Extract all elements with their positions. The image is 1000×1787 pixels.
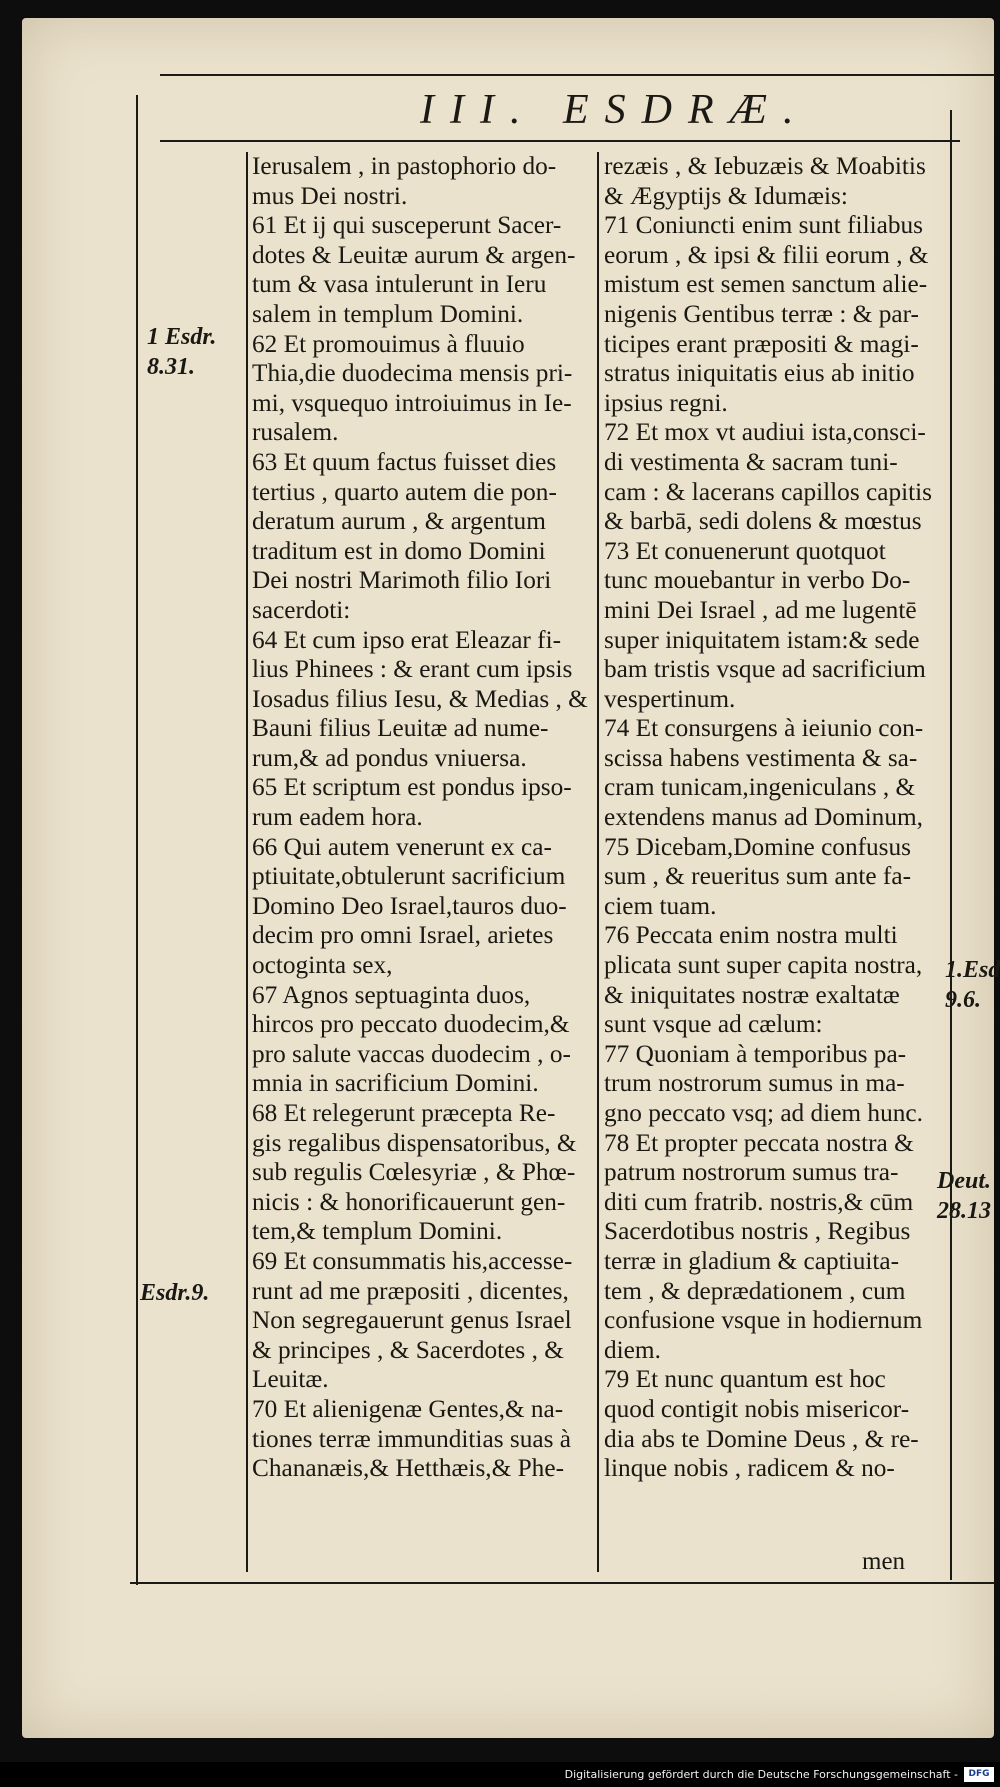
text-line: super iniquitatem istam:& sede [604,625,920,654]
text-line: mnia in sacrificium Domini. [252,1069,539,1098]
text-line: mistum est semen sanctum alie- [604,270,928,299]
text-line: tertius , quarto autem die pon- [252,477,557,506]
left-margin-rule [136,95,138,1585]
text-line: & principes , & Sacerdotes , & [252,1335,564,1364]
text-line: tiones terræ immunditias suas à [252,1424,571,1453]
text-line: deratum aurum , & argentum [252,507,546,536]
text-line: linque nobis , radicem & no- [604,1454,895,1483]
text-line: vespertinum. [604,684,736,713]
text-line: 61 Et ij qui susceperunt Sacer- [252,211,562,240]
text-line: 72 Et mox vt audiui ista,consci- [604,418,926,447]
text-line: patrum nostrorum sumus tra- [604,1158,899,1187]
text-line: tunc mouebantur in verbo Do- [604,566,911,595]
text-line: Chananæis,& Hetthæis,& Phe- [252,1454,564,1483]
text-line: lius Phinees : & erant cum ipsis [252,655,573,684]
right-margin-rule [950,110,952,1580]
text-line: rezæis , & Iebuzæis & Moabitis [604,152,926,180]
text-line: decim pro omni Israel, arietes [252,921,554,950]
text-line: confusione vsque in hodiernum [604,1306,923,1335]
running-head-rule-top [160,74,995,76]
text-line: 63 Et quum factus fuisset dies [252,447,557,476]
text-line: runt ad me præpositi , dicentes, [252,1276,569,1305]
text-line: cram tunicam,ingeniculans , & [604,773,916,802]
text-line: Thia,die duodecima mensis pri- [252,359,573,388]
text-line: ticipes erant præpositi & magi- [604,329,919,358]
text-line: tem , & deprædationem , cum [604,1276,906,1305]
text-line: Leuitæ. [252,1365,329,1394]
text-line: di vestimenta & sacram tuni- [604,447,898,476]
text-line: & Ægyptijs & Idumæis: [604,181,848,210]
text-line: 66 Qui autem venerunt ex ca- [252,832,552,861]
text-line: terræ in gladium & captiuita- [604,1246,900,1275]
margin-note-line: Deut. [937,1168,991,1194]
text-line: 79 Et nunc quantum est hoc [604,1365,886,1394]
text-line: ciem tuam. [604,891,717,920]
text-line: eorum , & ipsi & filii eorum , & [604,240,929,269]
text-line: ptiuitate,obtulerunt sacrificium [252,862,566,891]
text-line: trum nostrorum sumus in ma- [604,1069,905,1098]
margin-note-line: Esdr.9. [140,1280,210,1306]
text-line: 74 Et consurgens à ieiunio con- [604,714,924,743]
text-line: 71 Coniuncti enim sunt filiabus [604,211,924,240]
footer-rule [130,1582,995,1584]
text-line: 68 Et relegerunt præcepta Re- [252,1099,556,1127]
text-line: bam tristis vsque ad sacrificium [604,655,926,684]
catchword: men [862,1548,906,1575]
text-line: dotes & Leuitæ aurum & argen- [252,240,576,269]
text-line: 64 Et cum ipso erat Eleazar fi- [252,625,562,654]
text-line: ipsius regni. [604,388,728,417]
margin-note-line: 1.Esd [945,957,1000,983]
text-line: 69 Et consummatis his,accesse- [252,1246,573,1275]
text-line: 70 Et alienigenæ Gentes,& na- [252,1394,564,1423]
text-line: sunt vsque ad cælum: [604,1010,823,1039]
text-line: tem,& templum Domini. [252,1217,503,1246]
text-line: sub regulis Cœlesyriæ , & Phœ- [252,1158,576,1187]
dfg-logo: DFG [964,1767,994,1782]
text-line: & iniquitates nostræ exaltatæ [604,980,900,1009]
text-line: rum,& ad pondus vniuersa. [252,743,527,772]
text-line: 67 Agnos septuaginta duos, [252,980,531,1009]
margin-note-line: 9.6. [945,987,981,1013]
text-line: 73 Et conuenerunt quotquot [604,536,886,565]
margin-note-left-2 [140,1278,209,1308]
text-line: traditum est in domo Domini [252,536,546,565]
text-line: Dei nostri Marimoth filio Iori [252,566,552,595]
text-line: mus Dei nostri. [252,181,408,210]
margin-note-line: 28.13 [937,1198,991,1224]
text-line: Non segregauerunt genus Israel [252,1306,572,1335]
text-line: 76 Peccata enim nostra multi [604,921,898,950]
text-line: gis regalibus dispensatoribus, & [252,1128,577,1157]
text-line: sum , & reueritus sum ante fa- [604,862,911,891]
running-head: III. ESDRÆ. [420,87,810,133]
column-divider-rule [597,152,599,1572]
text-line: Bauni filius Leuitæ ad nume- [252,714,549,743]
text-line: pro salute vaccas duodecim , o- [252,1039,571,1068]
text-line: Sacerdotibus nostris , Regibus [604,1217,911,1246]
left-text-column [252,152,592,1484]
text-line: rum eadem hora. [252,803,423,832]
margin-note-line: 8.31. [147,354,195,380]
text-line: Domino Deo Israel,tauros duo- [252,891,567,920]
text-line: 75 Dicebam,Domine confusus [604,832,912,861]
text-line: 62 Et promouimus à fluuio [252,329,525,358]
text-line: extendens manus ad Dominum, [604,803,923,832]
text-line: salem in templum Domini. [252,299,524,328]
text-line: rusalem. [252,418,339,447]
text-line: mi, vsquequo introiuimus in Ie- [252,388,572,417]
running-head-rule-bottom [160,140,960,142]
text-line: octoginta sex, [252,951,393,980]
text-line: nicis : & honorificauerunt gen- [252,1187,566,1216]
text-line: tum & vasa intulerunt in Ieru [252,270,547,299]
text-line: dia abs te Domine Deus , & re- [604,1424,919,1453]
text-line: hircos pro peccato duodecim,& [252,1010,570,1039]
margin-note-right-2 [937,1166,991,1226]
text-line: mini Dei Israel , ad me lugentē [604,595,917,624]
text-line: stratus iniquitatis eius ab initio [604,359,915,388]
text-line: nigenis Gentibus terræ : & par- [604,299,919,328]
text-line: plicata sunt super capita nostra, [604,951,923,980]
margin-note-line: 1 Esdr. [147,324,217,350]
text-line: diti cum fratrib. nostris,& cūm [604,1187,914,1216]
margin-note-right-1 [945,955,1000,1015]
text-line: 78 Et propter peccata nostra & [604,1128,914,1157]
text-line: 65 Et scriptum est pondus ipso- [252,773,572,802]
text-line: Iosadus filius Iesu, & Medias , & [252,684,588,713]
right-text-column [604,152,940,1484]
left-column-rule [246,152,248,1572]
text-line: & barbā, sedi dolens & mœstus [604,507,922,536]
text-line: sacerdoti: [252,595,351,624]
text-line: gno peccato vsq; ad diem hunc. [604,1099,923,1127]
text-line: quod contigit nobis misericor- [604,1394,910,1423]
margin-note-left-1 [147,322,216,382]
text-line: diem. [604,1335,661,1364]
digitization-credit: Digitalisierung gefördert durch die Deutsche Forschungsgemeinschaft - [564,1768,958,1781]
text-line: Ierusalem , in pastophorio do- [252,152,557,180]
text-line: cam : & lacerans capillos capitis [604,477,933,506]
text-line: 77 Quoniam à temporibus pa- [604,1039,907,1068]
text-line: scissa habens vestimenta & sa- [604,743,918,772]
